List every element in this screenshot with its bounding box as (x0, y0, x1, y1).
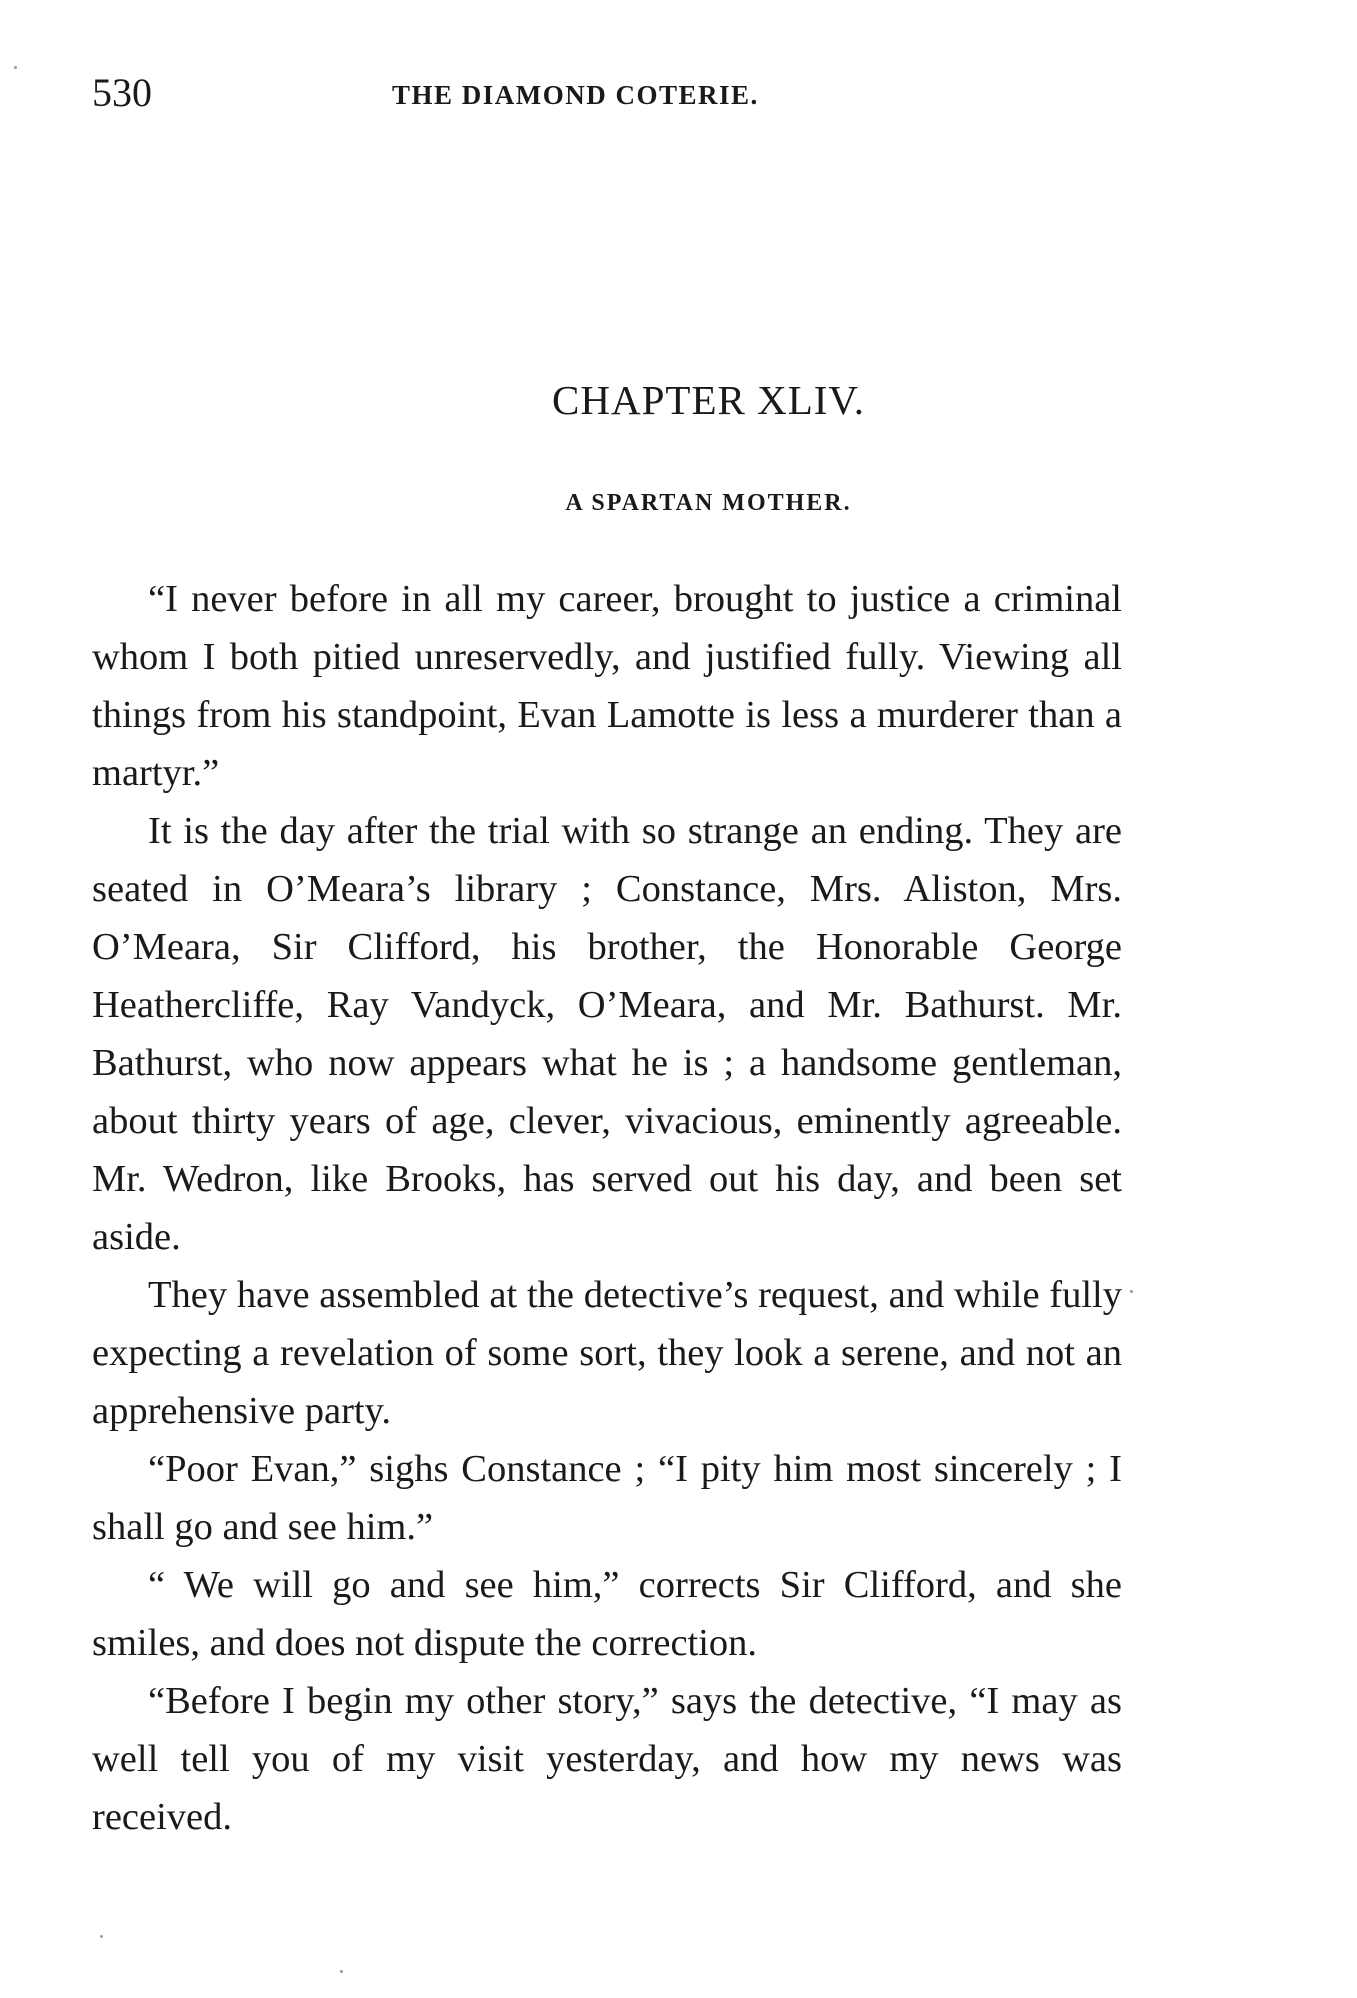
scan-speck (14, 66, 17, 69)
scan-speck (1130, 1290, 1133, 1293)
paragraph: “ We will go and see him,” corrects Sir Clifford, and she smiles, and does not dispute the correction. (92, 1564, 1122, 1664)
scan-speck (100, 1935, 103, 1938)
paragraph: “I never before in all my career, brought to justice a criminal whom I both pitied unreservedly, and justified fully. Viewing all things from his standpoint, Evan Lamotte is less a murderer than a martyr.” (92, 578, 1122, 794)
running-title: THE DIAMOND COTERIE. (392, 80, 759, 110)
chapter-subtitle: A SPARTAN MOTHER. (565, 490, 852, 516)
paragraph: They have assembled at the detective’s request, and while fully expecting a revelation of some sort, they look a serene, and not an apprehensive party. (92, 1274, 1122, 1432)
chapter-heading: CHAPTER XLIV. (552, 377, 865, 423)
body-text (92, 570, 1122, 1846)
running-head (92, 68, 1132, 118)
page-number: 530 (92, 70, 152, 115)
paragraph: “Poor Evan,” sighs Constance ; “I pity him most sincerely ; I shall go and see him.” (92, 1448, 1122, 1548)
scan-speck (340, 1970, 343, 1973)
paragraph: “Before I begin my other story,” says the detective, “I may as well tell you of my visit yesterday, and how my news was received. (92, 1680, 1122, 1838)
paragraph: It is the day after the trial with so strange an ending. They are seated in O’Meara’s library ; Constance, Mrs. Aliston, Mrs. O’Meara, Sir Clifford, his brother, the Honorable George Heathercliffe, Ray Vandyck, O’Meara, and Mr. Bathurst. Mr. Bathurst, who now appears what he is ; a handsome gentleman, about thirty years of age, clever, vivacious, eminently agreeable. Mr. Wedron, like Brooks, has served out his day, and been set aside. (92, 810, 1122, 1258)
